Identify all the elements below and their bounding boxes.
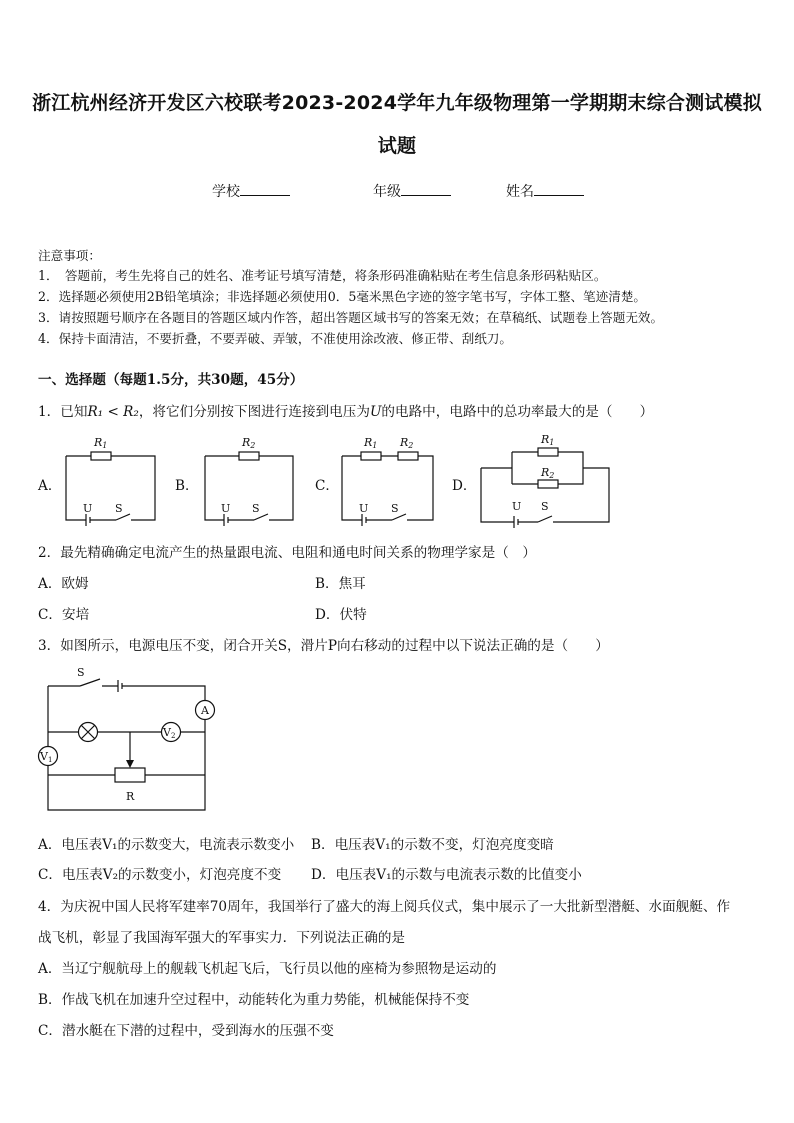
q1-c-r2-label [399, 436, 413, 450]
q3-r-label: R [126, 790, 135, 803]
q1-c-s-label: S [391, 502, 399, 515]
q1-d-r1-sub: 1 [549, 438, 555, 447]
q1-a-s-label: S [115, 502, 123, 515]
q1-b-u-label: U [221, 502, 231, 515]
grade-label: 年级 [373, 184, 401, 200]
q4-stem-line2: 战飞机，彰显了我国海军强大的军事实力．下列说法正确的是 [38, 930, 406, 946]
q3-option-d[interactable]: D．电压表V₁的示数与电流表示数的比值变小 [311, 867, 582, 883]
school-blank[interactable] [240, 183, 290, 196]
q4-option-c[interactable]: C．潜水艇在下潜的过程中，受到海水的压强不变 [38, 1023, 334, 1039]
q1-d-r2: R [541, 466, 550, 479]
q1-a-u-label: U [83, 502, 93, 515]
q2-option-c[interactable]: C．安培 [38, 607, 90, 623]
q1-stem [38, 400, 653, 420]
grade-blank[interactable] [401, 183, 451, 196]
q1-d-u-label: U [512, 500, 522, 513]
q4-option-a[interactable]: A．当辽宁舰航母上的舰载飞机起飞后，飞行员以他的座椅为参照物是运动的 [38, 961, 497, 977]
q1-option-a-label[interactable]: A． [38, 478, 62, 494]
page-title: 浙江杭州经济开发区六校联考2023-2024学年九年级物理第一学期期末综合测试模拟 [32, 92, 762, 114]
q3-v2-sub: 2 [170, 732, 176, 740]
q1-d-r2-sub: 2 [549, 471, 555, 480]
q1-stem-c: 的电路中，电路中的总功率最大的是（ ） [381, 404, 654, 420]
q1-b-r-label [241, 436, 255, 450]
q1-option-b-label[interactable]: B． [175, 478, 199, 494]
q1-circuit-diagrams [0, 430, 794, 530]
note-item: 1． 答题前，考生先将自己的姓名、准考证号填写清楚，将条形码准确粘贴在考生信息条形码粘贴区。 [38, 268, 607, 283]
section-heading: 一、选择题（每题1.5分，共30题，45分） [38, 372, 304, 388]
q3-v1-sub: 1 [47, 756, 53, 764]
q1-option-d-label[interactable]: D． [452, 478, 477, 494]
q1-c-r2-sub: 2 [408, 441, 414, 450]
q1-c-r1-label [363, 436, 377, 450]
q4-stem-line1: 4．为庆祝中国人民将军建率70周年，我国举行了盛大的海上阅兵仪式，集中展示了一大批新型潜艇、水面舰艇、作 [38, 899, 731, 915]
q1-b-s-label: S [252, 502, 260, 515]
q1-d-r1: R [541, 433, 550, 446]
q1-d-s-label: S [541, 500, 549, 513]
q1-c-r2: R [400, 436, 409, 449]
q3-stem: 3．如图所示，电源电压不变，闭合开关S，滑片P向右移动的过程中以下说法正确的是（ ） [38, 638, 609, 654]
q3-v1-label [39, 750, 52, 764]
page-title-line2: 试题 [377, 135, 417, 157]
q1-c-r1: R [364, 436, 373, 449]
q3-ammeter-label: A [201, 704, 209, 717]
q3-circuit-diagram [30, 660, 230, 820]
q1-option-c-label[interactable]: C． [315, 478, 339, 494]
note-item: 4．保持卡面清洁，不要折叠，不要弄破、弄皱，不准使用涂改液、修正带、刮纸刀。 [38, 331, 512, 346]
note-item: 3．请按照题号顺序在各题目的答题区域内作答，超出答题区域书写的答案无效；在草稿纸、试题卷上答题无效。 [38, 310, 664, 325]
q1-b-r: R [242, 436, 251, 449]
school-field [212, 181, 290, 201]
q2-option-b[interactable]: B．焦耳 [315, 576, 366, 592]
q1-c-u-label: U [359, 502, 369, 515]
q1-d-r1-label [540, 433, 554, 447]
q2-option-d[interactable]: D．伏特 [315, 607, 367, 623]
name-blank[interactable] [534, 183, 584, 196]
grade-field [373, 181, 451, 201]
q4-option-b[interactable]: B．作战飞机在加速升空过程中，动能转化为重力势能，机械能保持不变 [38, 992, 470, 1008]
q1-d-r2-label [540, 466, 554, 480]
q1-a-r-label [93, 436, 107, 450]
q1-stem-a: 1．已知 [38, 404, 88, 420]
q1-voltage: U [369, 404, 382, 420]
q3-option-c[interactable]: C．电压表V₂的示数变小，灯泡亮度不变 [38, 867, 282, 883]
q1-a-r: R [94, 436, 103, 449]
q2-stem: 2．最先精确确定电流产生的热量跟电流、电阻和通电时间关系的物理学家是（ ） [38, 545, 537, 561]
note-item: 2．选择题必须使用2B铅笔填涂；非选择题必须使用0．5毫米黑色字迹的签字笔书写，字体工整、笔迹清楚。 [38, 289, 647, 304]
q3-v1-v: V [40, 750, 48, 763]
q3-option-b[interactable]: B．电压表V₁的示数不变，灯泡亮度变暗 [311, 837, 554, 853]
q1-condition: R₁ < R₂ [87, 404, 139, 420]
q1-b-r-sub: 2 [250, 441, 256, 450]
q1-c-r1-sub: 1 [372, 441, 378, 450]
school-label: 学校 [212, 184, 240, 200]
name-label: 姓名 [506, 184, 534, 200]
q3-s-label: S [77, 666, 85, 679]
q3-option-a[interactable]: A．电压表V₁的示数变大，电流表示数变小 [38, 837, 295, 853]
name-field [506, 181, 584, 201]
q3-v2-v: V [163, 726, 171, 739]
notes-heading: 注意事项： [38, 248, 101, 263]
q3-v2-label [162, 726, 175, 740]
q1-stem-b: ，将它们分别按下图进行连接到电压为 [138, 404, 370, 420]
q2-option-a[interactable]: A．欧姆 [38, 576, 89, 592]
q1-a-r-sub: 1 [102, 441, 108, 450]
